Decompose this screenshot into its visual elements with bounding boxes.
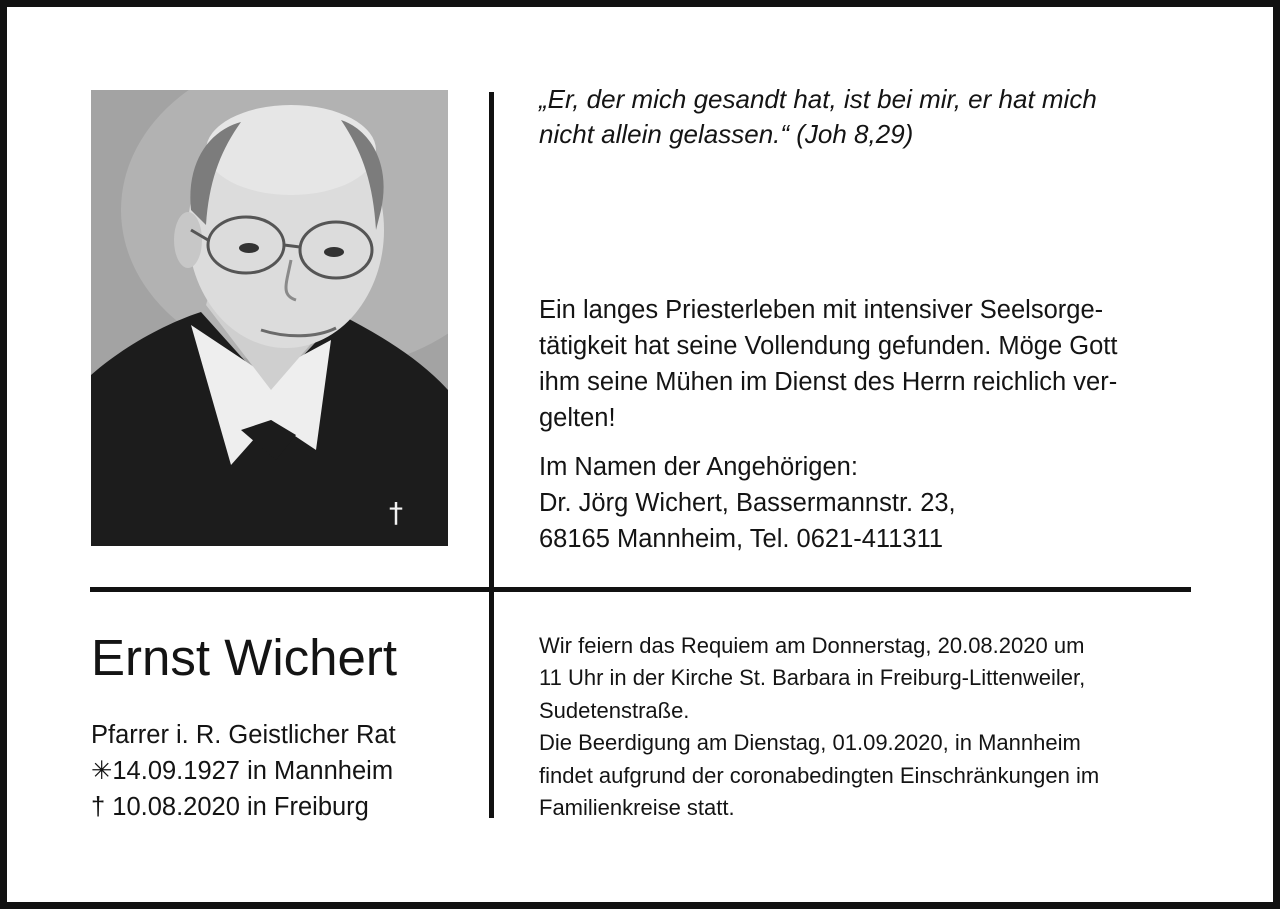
funeral-line: Familienkreise statt. [539, 795, 735, 821]
funeral-line: 11 Uhr in der Kirche St. Barbara in Freiburg-Littenweiler, [539, 665, 1086, 691]
contact-line: Im Namen der Angehörigen: [539, 453, 858, 481]
lapel-cross-icon: † [389, 496, 403, 529]
quote-line-2: nicht allein gelassen.“ (Joh 8,29) [539, 119, 914, 149]
contact-line: 68165 Mannheim, Tel. 0621-411311 [539, 525, 944, 553]
vertical-divider [489, 92, 494, 818]
birth-date: ✳14.09.1927 in Mannheim [91, 757, 394, 785]
horizontal-divider [90, 587, 1191, 592]
deceased-title: Pfarrer i. R. Geistlicher Rat [91, 721, 396, 749]
deceased-details [91, 717, 396, 825]
funeral-line: Sudetenstraße. [539, 697, 690, 723]
eulogy-line: ihm seine Mühen im Dienst des Herrn reichlich ver- [539, 368, 1118, 396]
bible-quote [539, 82, 1179, 152]
portrait-illustration [91, 90, 448, 546]
death-date: † 10.08.2020 in Freiburg [91, 793, 369, 821]
portrait-photo [91, 90, 448, 546]
family-contact [539, 449, 1189, 557]
funeral-details [539, 630, 1199, 824]
eulogy-text [539, 292, 1189, 436]
eulogy-line: tätigkeit hat seine Vollendung gefunden. Möge Gott [539, 332, 1118, 360]
funeral-line: Wir feiern das Requiem am Donnerstag, 20.08.2020 um [539, 633, 1085, 658]
funeral-line: findet aufgrund der coronabedingten Einschränkungen im [539, 762, 1100, 788]
quote-line-1: „Er, der mich gesandt hat, ist bei mir, er hat mich [539, 84, 1097, 114]
contact-line: Dr. Jörg Wichert, Bassermannstr. 23, [539, 489, 956, 517]
deceased-name: Ernst Wichert [91, 629, 398, 686]
eulogy-line: gelten! [539, 404, 616, 432]
eulogy-line: Ein langes Priesterleben mit intensiver Seelsorge- [539, 296, 1104, 324]
funeral-line: Die Beerdigung am Dienstag, 01.09.2020, in Mannheim [539, 730, 1081, 756]
